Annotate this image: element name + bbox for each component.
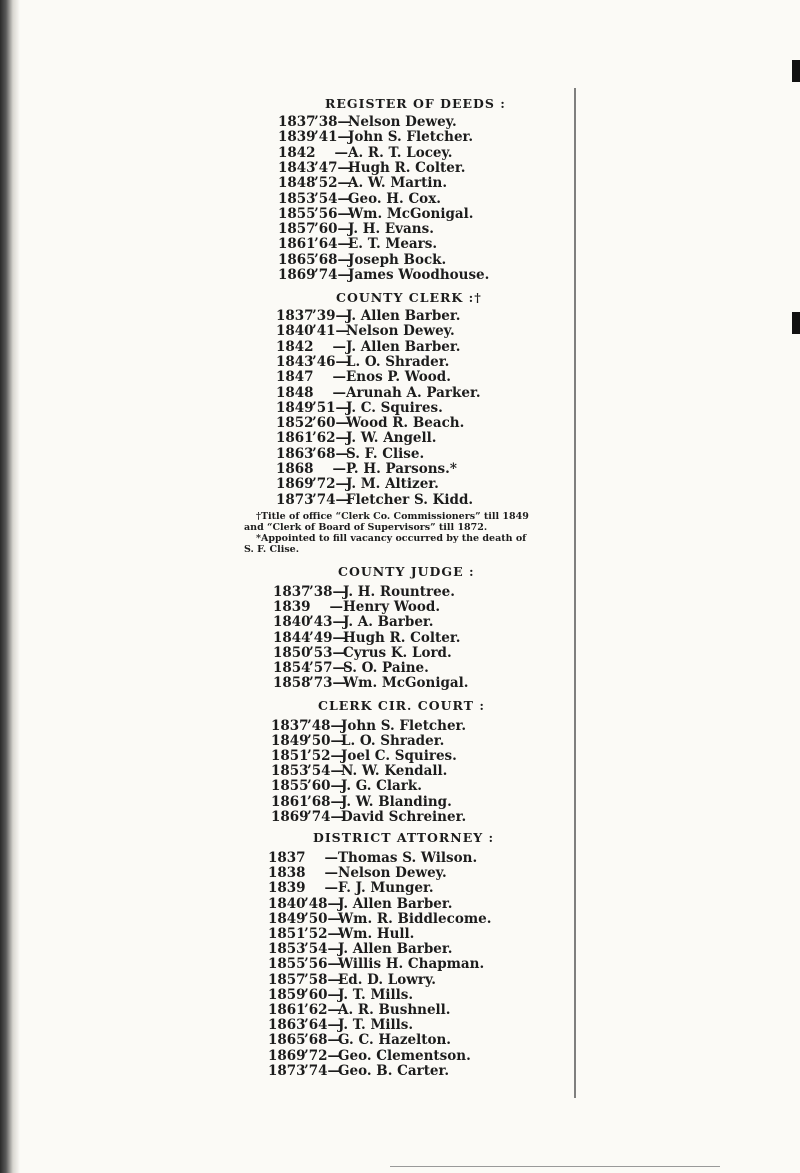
start-year: 1840 [268, 895, 306, 912]
list-item [276, 401, 443, 416]
officer-name: Wm. McGonigal. [343, 675, 469, 692]
list-item [276, 340, 460, 355]
list-item [276, 309, 460, 324]
end-year: ’60— [304, 986, 341, 1003]
start-year: 1847 [276, 369, 314, 386]
list-item [278, 222, 434, 237]
officer-name: Wood R. Beach. [346, 415, 465, 432]
list-item [268, 851, 477, 866]
start-year: 1857 [278, 221, 316, 238]
officer-name: J. T. Mills. [338, 1017, 414, 1034]
end-year: ’62— [304, 1002, 341, 1018]
page-binding-edge [0, 0, 20, 1173]
end-year: ’68— [314, 251, 351, 268]
start-year: 1848 [278, 175, 316, 192]
county-clerk-heading: COUNTY CLERK :† [336, 290, 482, 305]
end-year: ’52— [307, 748, 344, 765]
officer-name: Willis H. Chapman. [338, 956, 485, 973]
edge-mark [792, 312, 800, 334]
end-year: ’48— [307, 718, 344, 734]
officer-name: Cyrus K. Lord. [343, 644, 452, 661]
list-item [278, 161, 465, 176]
officer-name: Nelson Dewey. [338, 865, 447, 882]
start-year: 1869 [278, 267, 316, 283]
list-item [268, 866, 447, 881]
officer-name: Fletcher S. Kidd. [346, 491, 474, 508]
list-item [268, 957, 484, 972]
end-year: ’43— [309, 614, 346, 631]
officer-name: N. W. Kendall. [341, 763, 448, 780]
start-year: 1853 [278, 190, 316, 207]
officer-name: Nelson Dewey. [348, 114, 457, 130]
list-item [273, 585, 455, 600]
list-item [278, 268, 489, 283]
start-year: 1861 [276, 430, 314, 447]
start-year: 1852 [276, 415, 314, 432]
end-year: — [332, 461, 346, 477]
list-item [276, 462, 457, 477]
officer-name: Geo. Clementson. [338, 1047, 471, 1064]
end-year: ’49— [309, 629, 346, 646]
footnote: *Appointed to fill vacancy occurred by the death of [256, 533, 527, 544]
start-year: 1848 [276, 384, 314, 401]
start-year: 1855 [268, 956, 306, 973]
list-item [271, 749, 457, 764]
end-year: — [332, 384, 346, 401]
officer-name: Hugh R. Colter. [343, 629, 461, 646]
end-year: ’72— [312, 476, 349, 493]
officer-name: J. H. Evans. [348, 221, 434, 238]
start-year: 1842 [276, 338, 314, 355]
start-year: 1873 [276, 491, 314, 508]
end-year: ’64— [304, 1017, 341, 1034]
end-year: ’56— [304, 956, 341, 973]
list-item [268, 1033, 451, 1048]
officer-name: David Schreiner. [341, 808, 467, 825]
footnote: S. F. Clise. [244, 544, 300, 555]
officer-name: J. C. Squires. [346, 399, 443, 416]
end-year: ’46— [312, 353, 349, 370]
end-year: ’52— [304, 926, 341, 942]
edge-mark [792, 60, 800, 82]
end-year: — [324, 880, 338, 897]
end-year: ’60— [314, 221, 351, 238]
officer-name: Nelson Dewey. [346, 323, 455, 340]
list-item [276, 493, 473, 508]
start-year: 1840 [276, 323, 314, 340]
officer-name: P. H. Parsons.* [346, 461, 457, 477]
end-year: ’64— [314, 236, 351, 253]
list-item [271, 779, 422, 794]
officer-name: Wm. Hull. [338, 926, 415, 942]
officer-name: Henry Wood. [343, 599, 441, 616]
list-item [268, 881, 434, 896]
end-year: ’39— [312, 308, 349, 324]
end-year: ’68— [307, 793, 344, 810]
list-item [278, 253, 446, 268]
end-year: ’38— [309, 584, 346, 600]
clerk-cir-court-heading: CLERK CIR. COURT : [318, 698, 485, 713]
list-item [278, 130, 473, 145]
start-year: 1853 [271, 763, 309, 780]
list-item [273, 646, 452, 661]
list-item [268, 927, 414, 942]
start-year: 1869 [268, 1047, 306, 1064]
start-year: 1849 [276, 399, 314, 416]
start-year: 1839 [268, 880, 306, 897]
officer-name: James Woodhouse. [348, 267, 490, 283]
district-attorney-heading: DISTRICT ATTORNEY : [313, 830, 495, 845]
officer-name: J. W. Angell. [346, 430, 437, 447]
list-item [276, 447, 424, 462]
list-item [278, 115, 457, 130]
end-year: ’58— [304, 971, 341, 988]
start-year: 1861 [271, 793, 309, 810]
end-year: ’57— [309, 660, 346, 676]
list-item [268, 1049, 471, 1064]
officer-name: Wm. McGonigal. [348, 205, 474, 222]
list-item [268, 1003, 451, 1018]
list-item [273, 631, 460, 646]
start-year: 1837 [268, 850, 306, 866]
officer-name: Arunah A. Parker. [346, 384, 481, 401]
officer-name: J. M. Altizer. [346, 476, 439, 493]
officer-name: Geo. B. Carter. [338, 1062, 450, 1079]
officer-name: L. O. Shrader. [341, 733, 445, 750]
end-year: ’73— [309, 675, 346, 692]
start-year: 1858 [273, 675, 311, 692]
end-year: ’52— [314, 175, 351, 192]
end-year: ’54— [304, 941, 341, 958]
start-year: 1839 [278, 129, 316, 146]
start-year: 1854 [273, 660, 311, 676]
end-year: ’74— [314, 267, 351, 283]
officer-name: G. C. Hazelton. [338, 1032, 451, 1049]
start-year: 1869 [271, 808, 309, 825]
end-year: — [324, 850, 338, 866]
list-item [276, 416, 464, 431]
list-item [273, 661, 429, 676]
start-year: 1843 [278, 159, 316, 176]
end-year: — [334, 144, 348, 161]
officer-name: J. Allen Barber. [338, 941, 453, 958]
start-year: 1863 [276, 445, 314, 462]
start-year: 1839 [273, 599, 311, 616]
start-year: 1855 [271, 778, 309, 795]
officer-name: S. O. Paine. [343, 660, 429, 676]
list-item [276, 477, 439, 492]
start-year: 1851 [271, 748, 309, 765]
officer-name: A. R. Bushnell. [338, 1002, 451, 1018]
end-year: ’74— [312, 491, 349, 508]
column-rule [574, 88, 576, 1098]
end-year: ’60— [307, 778, 344, 795]
officer-name: Geo. H. Cox. [348, 190, 441, 207]
list-item [268, 912, 491, 927]
start-year: 1857 [268, 971, 306, 988]
county-judge-heading: COUNTY JUDGE : [338, 564, 475, 579]
end-year: ’54— [307, 763, 344, 780]
start-year: 1863 [268, 1017, 306, 1034]
list-item [276, 386, 481, 401]
start-year: 1837 [278, 114, 316, 130]
bottom-rule [390, 1166, 720, 1167]
list-item [276, 431, 436, 446]
officer-name: E. T. Mears. [348, 236, 438, 253]
list-item [273, 615, 434, 630]
start-year: 1850 [273, 644, 311, 661]
officer-name: John S. Fletcher. [341, 718, 467, 734]
start-year: 1842 [278, 144, 316, 161]
footnote: and “Clerk of Board of Supervisors” till 1872. [244, 522, 488, 533]
list-item [268, 897, 452, 912]
officer-name: J. Allen Barber. [338, 895, 453, 912]
start-year: 1861 [268, 1002, 306, 1018]
end-year: — [332, 338, 346, 355]
officer-name: J. T. Mills. [338, 986, 414, 1003]
start-year: 1861 [278, 236, 316, 253]
start-year: 1873 [268, 1062, 306, 1079]
start-year: 1868 [276, 461, 314, 477]
end-year: ’53— [309, 644, 346, 661]
end-year: ’47— [314, 159, 351, 176]
start-year: 1851 [268, 926, 306, 942]
list-item [278, 207, 474, 222]
end-year: ’60— [312, 415, 349, 432]
start-year: 1859 [268, 986, 306, 1003]
list-item [271, 719, 466, 734]
start-year: 1838 [268, 865, 306, 882]
officer-name: Joseph Bock. [348, 251, 447, 268]
start-year: 1849 [268, 910, 306, 927]
officer-name: Ed. D. Lowry. [338, 971, 436, 988]
list-item [276, 355, 449, 370]
officer-name: F. J. Munger. [338, 880, 434, 897]
list-item [271, 764, 447, 779]
end-year: ’74— [307, 808, 344, 825]
officer-name: A. R. T. Locey. [348, 144, 453, 161]
end-year: ’48— [304, 895, 341, 912]
officer-name: L. O. Shrader. [346, 353, 450, 370]
end-year: ’74— [304, 1062, 341, 1079]
list-item [268, 1064, 449, 1079]
end-year: — [329, 599, 343, 616]
end-year: ’50— [304, 910, 341, 927]
list-item [278, 146, 453, 161]
start-year: 1853 [268, 941, 306, 958]
list-item [278, 176, 447, 191]
list-item [271, 734, 444, 749]
list-item [276, 324, 455, 339]
list-item [268, 988, 413, 1003]
officer-name: J. A. Barber. [343, 614, 434, 631]
officer-name: Enos P. Wood. [346, 369, 451, 386]
start-year: 1865 [268, 1032, 306, 1049]
list-item [278, 192, 441, 207]
officer-name: Joel C. Squires. [341, 748, 457, 765]
officer-name: J. Allen Barber. [346, 308, 461, 324]
end-year: — [332, 369, 346, 386]
officer-name: J. H. Rountree. [343, 584, 455, 600]
start-year: 1837 [273, 584, 311, 600]
list-item [278, 237, 437, 252]
list-item [268, 1018, 413, 1033]
start-year: 1843 [276, 353, 314, 370]
start-year: 1837 [271, 718, 309, 734]
officer-name: J. W. Blanding. [341, 793, 452, 810]
officer-name: John S. Fletcher. [348, 129, 474, 146]
officer-name: J. Allen Barber. [346, 338, 461, 355]
start-year: 1869 [276, 476, 314, 493]
end-year: ’68— [312, 445, 349, 462]
start-year: 1865 [278, 251, 316, 268]
end-year: — [324, 865, 338, 882]
list-item [271, 795, 452, 810]
list-item [268, 973, 436, 988]
end-year: ’51— [312, 399, 349, 416]
officer-name: J. G. Clark. [341, 778, 422, 795]
officer-name: Thomas S. Wilson. [338, 850, 478, 866]
officer-name: Wm. R. Biddlecome. [338, 910, 492, 927]
start-year: 1840 [273, 614, 311, 631]
register-of-deeds-heading: REGISTER OF DEEDS : [325, 96, 506, 111]
officer-name: Hugh R. Colter. [348, 159, 466, 176]
officer-name: A. W. Martin. [348, 175, 448, 192]
list-item [273, 676, 469, 691]
end-year: ’41— [314, 129, 351, 146]
end-year: ’50— [307, 733, 344, 750]
start-year: 1837 [276, 308, 314, 324]
start-year: 1855 [278, 205, 316, 222]
end-year: ’38— [314, 114, 351, 130]
end-year: ’41— [312, 323, 349, 340]
start-year: 1844 [273, 629, 311, 646]
end-year: ’54— [314, 190, 351, 207]
end-year: ’68— [304, 1032, 341, 1049]
start-year: 1849 [271, 733, 309, 750]
list-item [268, 942, 452, 957]
end-year: ’62— [312, 430, 349, 447]
list-item [271, 810, 466, 825]
footnote: †Title of office “Clerk Co. Commissioners” till 1849 [256, 511, 529, 522]
list-item [276, 370, 451, 385]
officer-name: S. F. Clise. [346, 445, 425, 462]
list-item [273, 600, 440, 615]
end-year: ’72— [304, 1047, 341, 1064]
end-year: ’56— [314, 205, 351, 222]
